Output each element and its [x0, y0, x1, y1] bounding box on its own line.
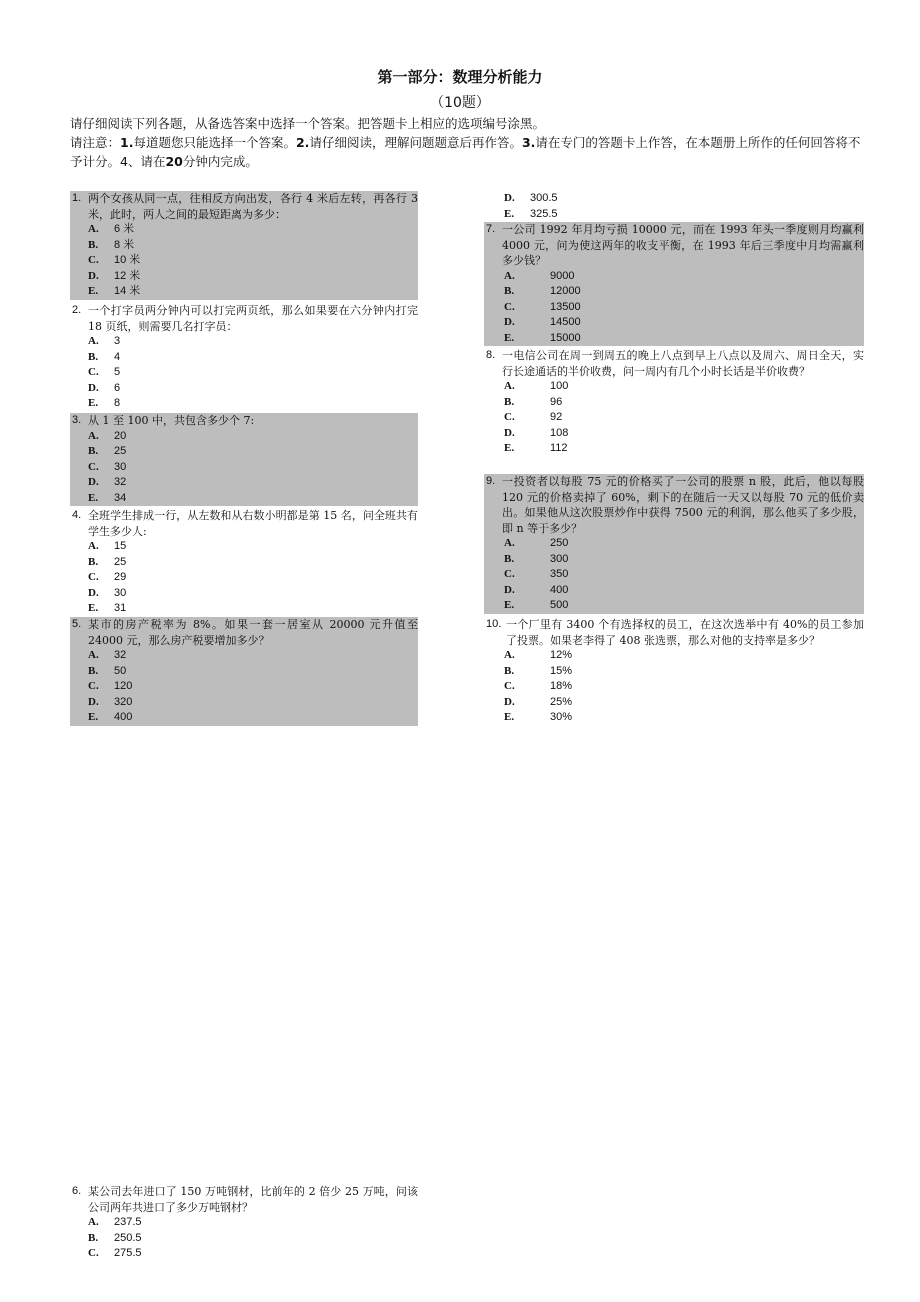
option-c [70, 570, 418, 586]
option-value: 3 [114, 335, 121, 347]
option-label: B. [504, 664, 515, 677]
instruction-text: 每道题您只能选择一个答案。 [133, 135, 296, 150]
question-stem [70, 508, 418, 539]
option-label: D. [88, 695, 99, 708]
question-2 [70, 303, 418, 412]
option-value: 25 [114, 555, 127, 568]
option-label: C. [88, 680, 99, 692]
option-d [484, 583, 864, 599]
option-label: C. [88, 254, 99, 266]
option-label: E. [88, 711, 99, 723]
option-label: A. [88, 649, 99, 661]
option-label: C. [504, 568, 515, 580]
option-d [484, 426, 864, 442]
option-a [484, 269, 864, 285]
option-label: E. [88, 285, 99, 297]
question-text: 从 1 至 100 中，共包含多少个 7: [88, 414, 255, 427]
option-value: 92 [550, 411, 563, 423]
option-e [484, 598, 864, 614]
option-value: 400 [550, 583, 569, 596]
option-value: 250 [550, 537, 569, 549]
option-label: A. [504, 380, 515, 392]
option-a [484, 379, 864, 395]
option-label: A. [88, 335, 99, 347]
option-value: 15000 [550, 331, 581, 344]
question-3 [70, 413, 418, 506]
option-c [70, 1246, 418, 1262]
option-label: D. [88, 586, 99, 599]
option-e [70, 396, 418, 412]
option-value: 9000 [550, 269, 575, 282]
question-number: 5. [72, 618, 82, 630]
question-number: 8. [486, 349, 496, 361]
option-c [484, 300, 864, 316]
option-d [70, 475, 418, 491]
option-value: 6 米 [114, 223, 135, 235]
option-b [70, 555, 418, 571]
question-number: 7. [486, 223, 496, 235]
option-label: D. [504, 192, 515, 204]
question-4 [70, 508, 418, 617]
option-d [484, 191, 864, 207]
option-e [484, 710, 864, 726]
option-label: B. [504, 285, 515, 297]
question-6 [70, 1184, 418, 1262]
option-b [484, 552, 864, 568]
option-label: E. [504, 599, 515, 611]
question-text: 一个打字员两分钟内可以打完两页纸，那么如果要在六分钟内打完 18 页纸，则需要几名打字员： [88, 304, 418, 333]
option-value: 112 [550, 442, 568, 454]
option-value: 25 [114, 445, 127, 457]
instruction-text: 分钟内完成。 [182, 154, 258, 169]
question-text: 两个女孩从同一点，往相反方向出发，各行 4 米后左转，再各行 3 米，此时，两人之间的最短距离为多少： [88, 192, 418, 221]
option-d [484, 315, 864, 331]
option-a [70, 222, 418, 238]
option-value: 300.5 [530, 192, 558, 204]
question-number: 2. [72, 304, 82, 316]
option-value: 18% [550, 680, 573, 692]
question-6-continued [484, 191, 864, 222]
option-d [70, 695, 418, 711]
option-label: A. [88, 540, 99, 552]
option-label: D. [88, 381, 99, 394]
option-value: 320 [114, 695, 133, 708]
option-value: 14 米 [114, 285, 141, 297]
option-label: B. [88, 350, 99, 363]
question-text: 一公司 1992 年月均亏损 10000 元，而在 1993 年头一季度则月均赢利 4000 元，问为使这两年的收支平衡，在 1993 年后三季度中月均需赢利多少钱？ [502, 223, 864, 267]
option-value: 31 [114, 602, 127, 614]
option-label: B. [504, 552, 515, 565]
option-a [484, 648, 864, 664]
option-value: 400 [114, 711, 133, 723]
option-label: E. [504, 711, 515, 723]
option-e [484, 441, 864, 457]
option-a [484, 536, 864, 552]
option-label: E. [88, 491, 99, 504]
section-title: 第一部分：数理分析能力 [377, 68, 543, 86]
instruction-number: 1. [120, 135, 134, 150]
option-a [70, 539, 418, 555]
option-label: B. [88, 1231, 99, 1244]
instruction-number: 2. [295, 135, 310, 150]
option-b [484, 664, 864, 680]
option-label: B. [88, 555, 99, 568]
question-stem [70, 413, 418, 429]
question-count: （10题） [430, 95, 490, 111]
question-number: 10. [486, 618, 502, 630]
option-value: 32 [114, 649, 127, 661]
option-value: 120 [114, 680, 133, 692]
option-value: 10 米 [114, 254, 141, 266]
option-c [484, 567, 864, 583]
option-value: 350 [550, 568, 569, 580]
option-label: C. [504, 680, 515, 692]
option-label: E. [504, 331, 515, 344]
question-stem [70, 1184, 418, 1215]
option-a [70, 334, 418, 350]
question-text: 某市的房产税率为 8%。如果一套一居室从 20000 元升值至 24000 元，那么房产税要增加多少？ [88, 618, 418, 647]
instruction-number: 20 [165, 154, 183, 169]
question-text: 一个厂里有 3400 个有选择权的员工，在这次选举中有 40%的员工参加了投票。如果老李得了 408 张选票，那么对他的支持率是多少？ [506, 618, 864, 647]
option-b [70, 664, 418, 680]
option-a [70, 429, 418, 445]
question-number: 6. [72, 1185, 82, 1197]
option-d [484, 695, 864, 711]
option-value: 12 米 [114, 269, 141, 282]
option-e [70, 601, 418, 617]
option-label: D. [88, 269, 99, 282]
option-value: 8 [114, 397, 121, 409]
question-stem [70, 617, 418, 648]
option-label: C. [504, 411, 515, 423]
question-5 [70, 617, 418, 726]
question-text: 一电信公司在周一到周五的晚上八点到早上八点以及周六、周日全天，实行长途通话的半价收费，问一周内有几个小时长话是半价收费？ [502, 349, 864, 378]
option-value: 108 [550, 426, 569, 439]
question-number: 9. [486, 475, 496, 487]
option-label: A. [504, 537, 515, 549]
option-value: 15% [550, 664, 573, 677]
option-value: 12000 [550, 285, 581, 297]
option-value: 25% [550, 695, 573, 708]
option-label: D. [88, 476, 99, 488]
question-number: 4. [72, 509, 82, 521]
option-value: 100 [550, 380, 569, 392]
option-c [70, 460, 418, 476]
option-c [70, 365, 418, 381]
option-label: D. [504, 426, 515, 439]
option-value: 12% [550, 649, 573, 661]
option-value: 96 [550, 395, 563, 408]
option-label: E. [88, 602, 99, 614]
instruction-note-label: 请注意： [70, 135, 121, 150]
option-label: B. [504, 395, 515, 408]
question-text: 某公司去年进口了 150 万吨钢材，比前年的 2 倍少 25 万吨，问该公司两年共进口了多少万吨钢材？ [88, 1185, 418, 1214]
option-d [70, 586, 418, 602]
option-label: C. [504, 300, 515, 313]
option-c [484, 410, 864, 426]
instructions [70, 114, 870, 171]
question-stem [484, 348, 864, 379]
option-e [484, 207, 864, 223]
option-b [70, 238, 418, 254]
question-text: 全班学生排成一行，从左数和从右数小明都是第 15 名，问全班共有学生多少人: [88, 509, 418, 538]
option-label: A. [88, 429, 99, 442]
option-label: C. [88, 366, 99, 378]
question-number: 3. [72, 414, 82, 426]
instruction-text: 请在专门的答题卡上作答，在本题册上所作的任何回答将不予计分。4、请在 [70, 135, 861, 169]
instruction-line-2 [70, 133, 870, 171]
option-value: 32 [114, 476, 127, 488]
option-label: B. [88, 664, 99, 677]
option-a [70, 648, 418, 664]
option-label: A. [88, 223, 99, 235]
option-value: 30 [114, 460, 127, 473]
option-e [484, 331, 864, 347]
option-value: 275.5 [114, 1247, 142, 1259]
question-7 [484, 222, 864, 346]
option-value: 325.5 [530, 207, 558, 220]
option-label: B. [88, 445, 99, 457]
option-label: A. [88, 1216, 99, 1228]
option-value: 5 [114, 366, 121, 378]
option-value: 15 [114, 540, 127, 552]
option-label: C. [88, 1247, 99, 1259]
option-value: 34 [114, 491, 127, 504]
option-a [70, 1215, 418, 1231]
option-value: 20 [114, 429, 127, 442]
question-1 [70, 191, 418, 300]
option-value: 30 [114, 586, 127, 599]
option-value: 4 [114, 350, 121, 363]
option-e [70, 710, 418, 726]
option-value: 250.5 [114, 1231, 142, 1244]
option-label: E. [504, 442, 515, 454]
question-stem [484, 474, 864, 536]
option-value: 500 [550, 599, 569, 611]
option-c [70, 253, 418, 269]
option-value: 237.5 [114, 1216, 142, 1228]
option-value: 30% [550, 711, 573, 723]
option-value: 300 [550, 552, 569, 565]
option-value: 14500 [550, 316, 581, 328]
instruction-line-1: 请仔细阅读下列各题，从备选答案中选择一个答案。把答题卡上相应的选项编号涂黑。 [70, 116, 546, 131]
option-b [484, 284, 864, 300]
question-number: 1. [72, 192, 82, 204]
instruction-text: 请仔细阅读，理解问题题意后再作答。 [309, 135, 522, 150]
option-d [70, 269, 418, 285]
option-value: 29 [114, 571, 127, 583]
option-b [484, 395, 864, 411]
question-stem [70, 303, 418, 334]
question-stem [70, 191, 418, 222]
option-label: A. [504, 649, 515, 661]
option-value: 13500 [550, 300, 581, 313]
option-value: 8 米 [114, 238, 135, 251]
option-b [70, 444, 418, 460]
question-9 [484, 474, 864, 614]
option-label: C. [88, 460, 99, 473]
option-label: C. [88, 571, 99, 583]
option-c [70, 679, 418, 695]
question-stem [484, 617, 864, 648]
option-label: A. [504, 269, 515, 282]
option-label: D. [504, 316, 515, 328]
option-c [484, 679, 864, 695]
question-text: 一投资者以每股 75 元的价格买了一公司的股票 n 股，此后，他以每股 120 元的价格卖掉了 60%，剩下的在随后一天又以每股 70 元的低价卖出。如果他从这次股票炒作中获得 7500 元的利润，那么他买了多少股，即 n 等于多少？ [502, 475, 864, 535]
question-stem [484, 222, 864, 269]
option-e [70, 284, 418, 300]
option-d [70, 381, 418, 397]
option-b [70, 350, 418, 366]
option-label: D. [504, 583, 515, 596]
option-label: D. [504, 695, 515, 708]
option-value: 6 [114, 381, 121, 394]
option-label: E. [88, 397, 99, 409]
option-b [70, 1231, 418, 1247]
question-10 [484, 617, 864, 726]
option-label: B. [88, 238, 99, 251]
option-e [70, 491, 418, 507]
option-value: 50 [114, 664, 127, 677]
instruction-number: 3. [521, 135, 536, 150]
option-label: E. [504, 207, 515, 220]
question-8 [484, 348, 864, 457]
